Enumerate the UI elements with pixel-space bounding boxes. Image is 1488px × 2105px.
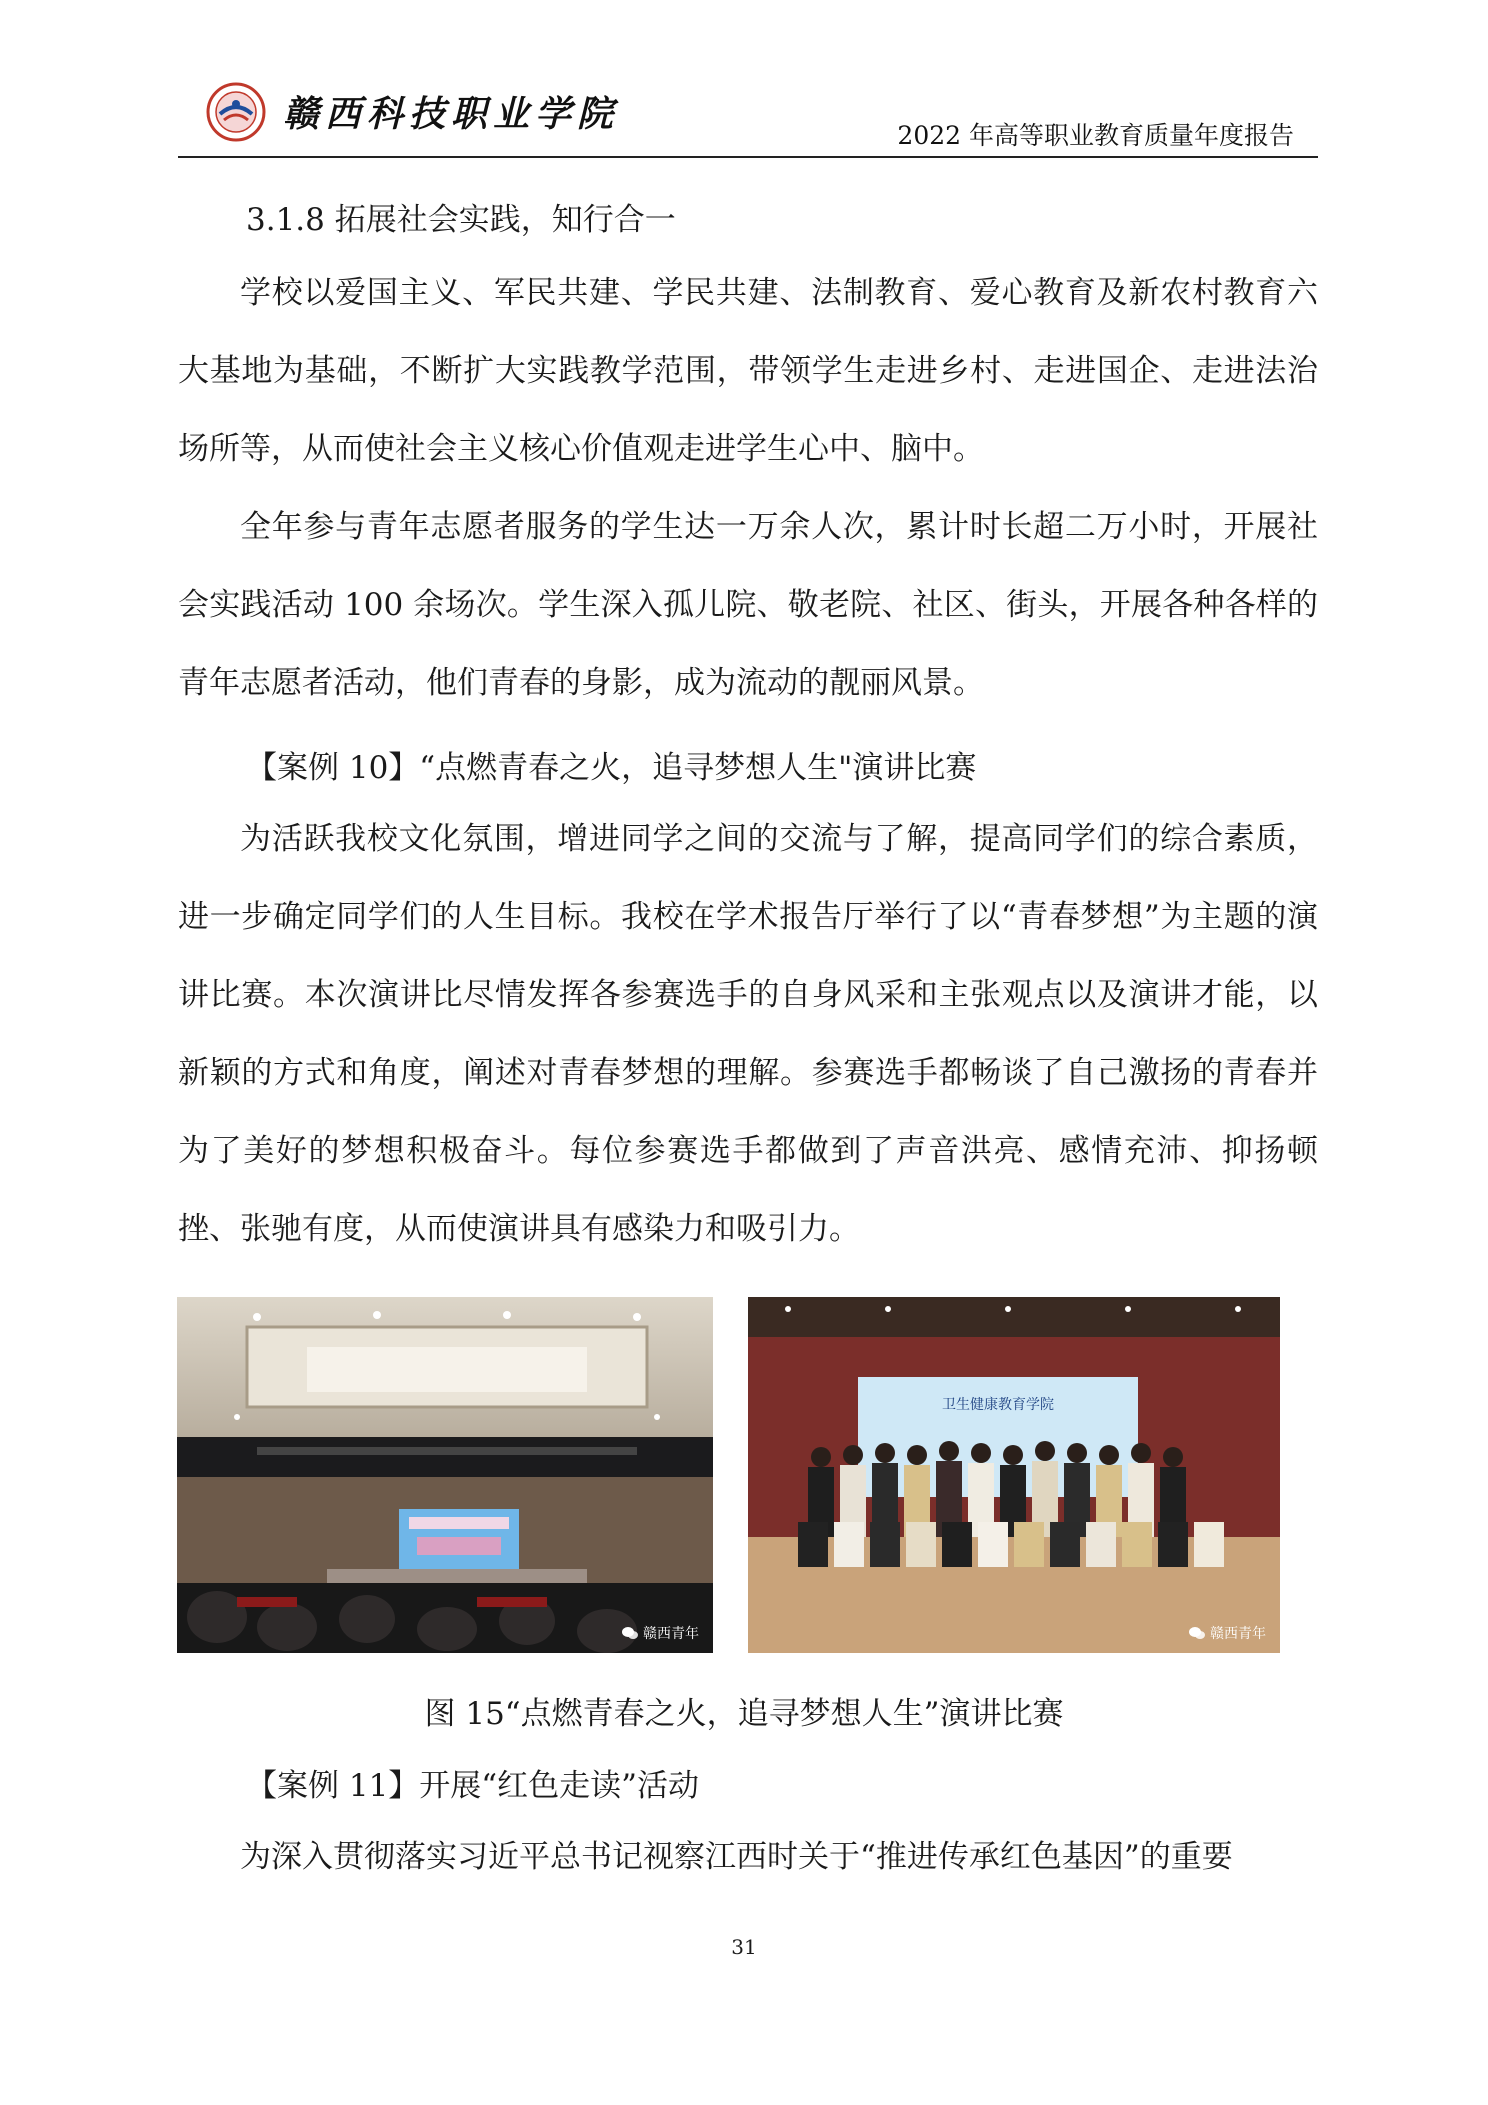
screen-text: 卫生健康教育学院 — [942, 1397, 1054, 1413]
wechat-icon — [621, 1626, 639, 1640]
wechat-icon — [1188, 1626, 1206, 1640]
school-name: 赣西科技职业学院 — [283, 94, 620, 135]
photo-speech-hall — [177, 1297, 713, 1653]
paragraph-volunteer: 全年参与青年志愿者服务的学生达一万余人次，累计时长超二万小时，开展社会实践活动 100 余场次。学生深入孤儿院、敬老院、社区、街头，开展各种各样的青年志愿者活动，他们青春的身影，成为流动的靓丽风景。 — [178, 509, 1318, 701]
photo-group — [748, 1297, 1280, 1653]
paragraph-practice-bases: 学校以爱国主义、军民共建、学民共建、法制教育、爱心教育及新农村教育六大基地为基础，不断扩大实践教学范围，带领学生走进乡村、走进国企、走进法治场所等，从而使社会主义核心价值观走进学生心中、脑中。 — [178, 275, 1318, 467]
photo-watermark — [621, 1623, 699, 1643]
watermark-text: 赣西青年 — [643, 1626, 699, 1642]
report-title: 2022 年高等职业教育质量年度报告 — [897, 121, 1294, 150]
photo-watermark — [1188, 1623, 1266, 1643]
page-header — [178, 80, 1318, 158]
figure-caption: 图 15“点燃青春之火，追寻梦想人生”演讲比赛 — [424, 1696, 1064, 1732]
case-11-heading: 【案例 11】开展“红色走读”活动 — [246, 1768, 699, 1804]
case-10-body: 为活跃我校文化氛围，增进同学之间的交流与了解，提高同学们的综合素质，进一步确定同学们的人生目标。我校在学术报告厅举行了以“青春梦想”为主题的演讲比赛。本次演讲比尽情发挥各参赛选手的自身风采和主张观点以及演讲才能，以新颖的方式和角度，阐述对青春梦想的理解。参赛选手都畅谈了自己激扬的青春并为了美好的梦想积极奋斗。每位参赛选手都做到了声音洪亮、感情充沛、抑扬顿挫、张驰有度，从而使演讲具有感染力和吸引力。 — [178, 821, 1318, 1247]
page-number: 31 — [731, 1935, 757, 1959]
school-logo — [206, 82, 266, 142]
case-10-heading: 【案例 10】“点燃青春之火，追寻梦想人生"演讲比赛 — [246, 750, 977, 786]
speech-hall-image — [177, 1297, 713, 1653]
group-photo-image — [748, 1297, 1280, 1653]
section-heading: 3.1.8 拓展社会实践，知行合一 — [246, 202, 676, 238]
case-11-body: 为深入贯彻落实习近平总书记视察江西时关于“推进传承红色基因”的重要 — [240, 1839, 1233, 1875]
watermark-text: 赣西青年 — [1210, 1626, 1266, 1642]
